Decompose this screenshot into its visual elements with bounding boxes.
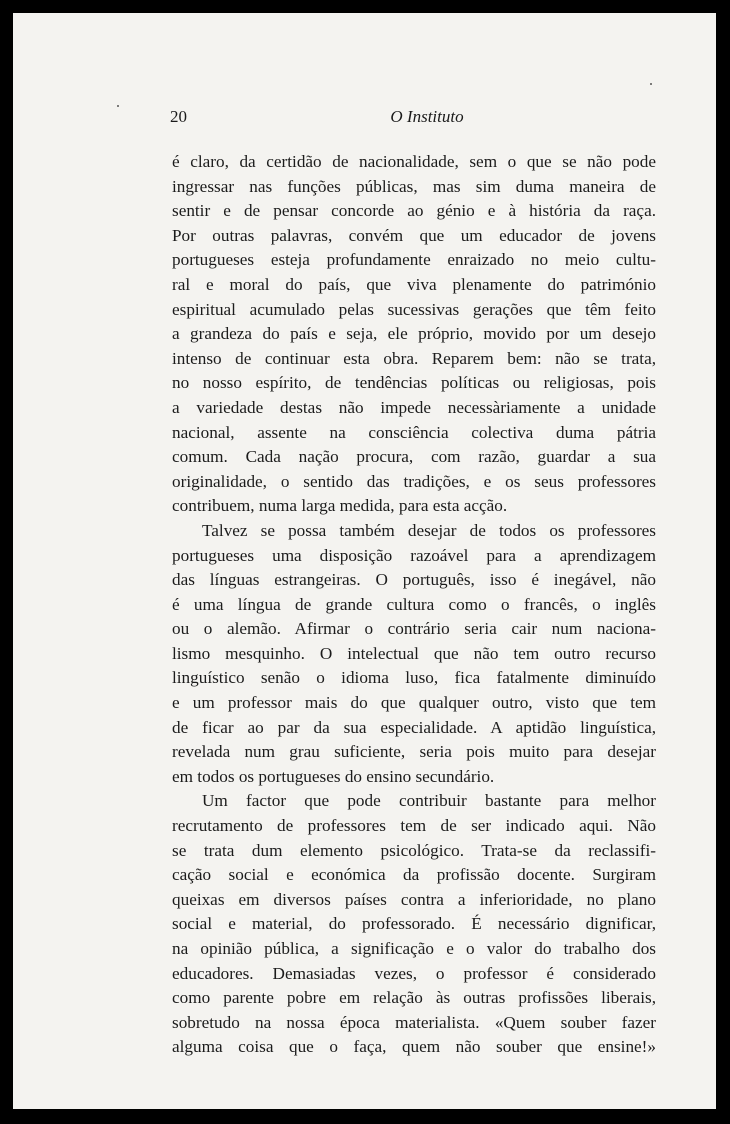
- text-line: sobretudo na nossa época materialista. «Quem souber fazer: [172, 1012, 656, 1032]
- text-line: Um factor que pode contribuir bastante para melhor: [202, 791, 656, 811]
- text-line: em todos os portugueses do ensino secundário.: [172, 766, 495, 786]
- text-line: sentir e de pensar concorde ao génio e à história da raça.: [172, 201, 656, 221]
- text-line: espiritual acumulado pelas sucessivas gerações que têm feito: [172, 299, 656, 319]
- running-title: O Instituto: [390, 107, 464, 126]
- paragraph-3: [172, 789, 656, 1060]
- text-line: Talvez se possa também desejar de todos os professores: [202, 520, 656, 540]
- text-line: linguístico senão o idioma luso, fica fatalmente diminuído: [172, 668, 656, 688]
- text-line: Por outras palavras, convém que um educador de jovens: [172, 225, 656, 245]
- text-line: como parente pobre em relação às outras profissões liberais,: [172, 988, 656, 1008]
- scan-speck: [650, 83, 652, 85]
- page-header: [170, 107, 654, 133]
- text-line: intenso de continuar esta obra. Reparem bem: não se trata,: [172, 348, 656, 368]
- text-line: e um professor mais do que qualquer outro, visto que tem: [172, 693, 656, 713]
- text-line: na opinião pública, a significação e o valor do trabalho dos: [172, 939, 656, 958]
- text-line: se trata dum elemento psicológico. Trata-se da reclassifi-: [172, 840, 656, 860]
- text-line: das línguas estrangeiras. O português, isso é inegável, não: [172, 570, 656, 590]
- text-line: cação social e económica da profissão docente. Surgiram: [172, 865, 656, 885]
- text-line: ral e moral do país, que viva plenamente do património: [172, 274, 656, 294]
- text-line: é uma língua de grande cultura como o francês, o inglês: [172, 594, 656, 614]
- text-line: no nosso espírito, de tendências políticas ou religiosas, pois: [172, 373, 656, 393]
- text-line: de ficar ao par da sua especialidade. A aptidão linguística,: [172, 717, 656, 737]
- scan-speck: [117, 105, 119, 107]
- body-text: [172, 150, 656, 1060]
- text-line: alguma coisa que o faça, quem não souber que ensine!»: [172, 1037, 656, 1057]
- book-page: [13, 13, 716, 1109]
- text-line: lismo mesquinho. O intelectual que não tem outro recurso: [172, 643, 656, 663]
- text-line: a grandeza do país e seja, ele próprio, movido por um desejo: [172, 324, 656, 344]
- paragraph-1: [172, 150, 656, 519]
- text-line: portugueses esteja profundamente enraizado no meio cultu-: [172, 250, 656, 270]
- text-line: social e material, do professorado. É necessário dignificar,: [172, 914, 656, 934]
- text-line: é claro, da certidão de nacionalidade, sem o que se não pode: [172, 152, 656, 171]
- text-line: a variedade destas não impede necessàriamente a unidade: [172, 397, 656, 417]
- text-line: ou o alemão. Afirmar o contrário seria cair num naciona-: [172, 619, 656, 639]
- text-line: educadores. Demasiadas vezes, o professor é considerado: [172, 963, 656, 983]
- text-line: originalidade, o sentido das tradições, e os seus professores: [172, 471, 656, 491]
- text-line: queixas em diversos países contra a inferioridade, no plano: [172, 889, 656, 909]
- text-line: comum. Cada nação procura, com razão, guardar a sua: [172, 447, 656, 467]
- page-number: 20: [170, 107, 187, 126]
- text-line: portugueses uma disposição razoável para a aprendizagem: [172, 545, 656, 565]
- text-line: contribuem, numa larga medida, para esta acção.: [172, 496, 508, 516]
- paragraph-2: [172, 519, 656, 790]
- text-line: ingressar nas funções públicas, mas sim duma maneira de: [172, 176, 656, 196]
- text-line: nacional, assente na consciência colectiva duma pátria: [172, 422, 656, 442]
- text-line: revelada num grau suficiente, seria pois muito para desejar: [172, 742, 656, 762]
- text-line: recrutamento de professores tem de ser indicado aqui. Não: [172, 816, 656, 836]
